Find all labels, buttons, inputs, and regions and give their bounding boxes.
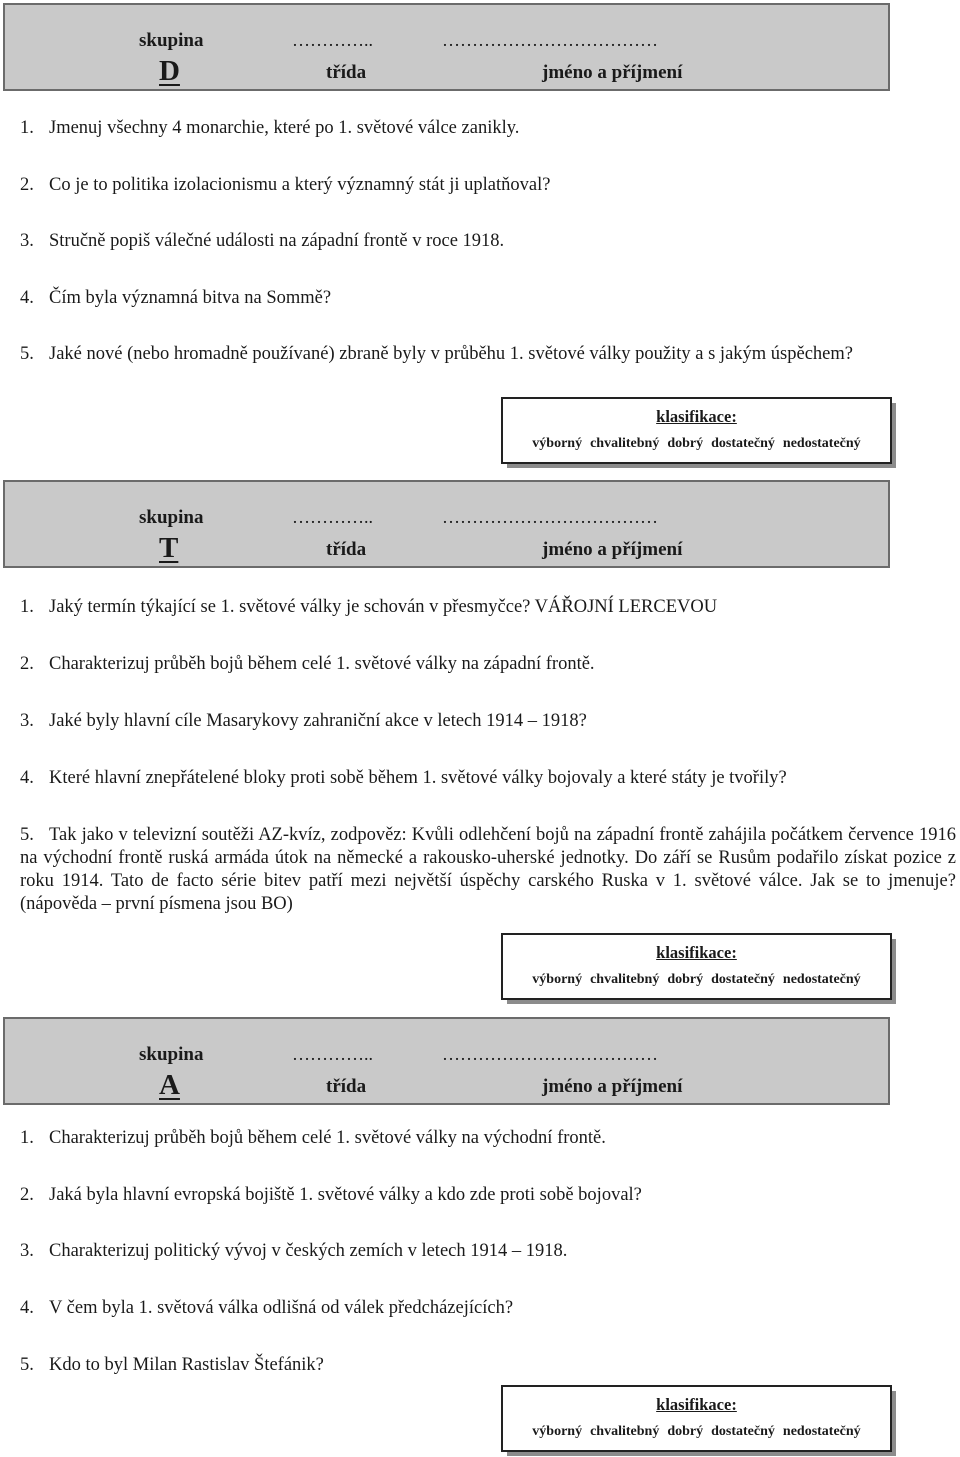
class-blank: …………..: [292, 1044, 373, 1064]
grade-options: výborný chvalitebný dobrý dostatečný nedostatečný: [532, 1424, 861, 1439]
question: 3. Jaké byly hlavní cíle Masarykovy zahraniční akce v letech 1914 – 1918?: [20, 711, 587, 731]
trida-label: třída: [326, 539, 367, 560]
name-blank: ………………………………: [442, 507, 658, 527]
group-letter: A: [159, 1069, 180, 1101]
class-blank: …………..: [292, 507, 373, 527]
jmeno-label: jméno a příjmení: [542, 539, 683, 560]
header-section-d: [3, 3, 890, 91]
name-blank: ………………………………: [442, 1044, 658, 1064]
header-section-a: [3, 1017, 890, 1105]
grade-box: [501, 397, 892, 464]
grade-title: klasifikace:: [656, 1395, 737, 1414]
question: 4. Které hlavní znepřátelené bloky proti sobě během 1. světové války bojovaly a které státy je tvořily?: [20, 768, 787, 788]
grade-box: [501, 1385, 892, 1452]
skupina-label: skupina: [139, 1044, 204, 1065]
question-paragraph: 5. Tak jako v televizní soutěži AZ-kvíz, zodpověz: Kvůli odlehčení bojů na západní frontě zahájila počátkem července 1916 na východní frontě ruská armáda útok na německé a rakousko-uherské jednotky. Do září se Rusům podařilo získat pozice z roku 1914. Tato de facto série bitev patří mezi největší úspěchy carského Ruska v 1. světové válce. Jak se to jmenuje? (nápověda – první písmena jsou BO): [20, 825, 956, 914]
group-letter: T: [159, 532, 179, 564]
question: 3. Charakterizuj politický vývoj v českých zemích v letech 1914 – 1918.: [20, 1241, 568, 1261]
question: 4. V čem byla 1. světová válka odlišná od válek předcházejících?: [20, 1298, 514, 1318]
jmeno-label: jméno a příjmení: [542, 62, 683, 83]
question: 4. Čím byla významná bitva na Sommě?: [20, 288, 332, 308]
trida-label: třída: [326, 1076, 367, 1097]
question: 2. Charakterizuj průběh bojů během celé 1. světové války na západní frontě.: [20, 654, 595, 674]
grade-options: výborný chvalitebný dobrý dostatečný nedostatečný: [532, 436, 861, 451]
question: 5. Kdo to byl Milan Rastislav Štefánik?: [20, 1355, 324, 1375]
skupina-label: skupina: [139, 30, 204, 51]
question: 5. Jaké nové (nebo hromadně používané) zbraně byly v průběhu 1. světové války použity a s jakým úspěchem?: [20, 344, 853, 364]
jmeno-label: jméno a příjmení: [542, 1076, 683, 1097]
question: 1. Jaký termín týkající se 1. světové války je schován v přesmyčce? VÁŘOJNÍ LERCEVOU: [20, 597, 718, 617]
grade-options: výborný chvalitebný dobrý dostatečný nedostatečný: [532, 972, 861, 987]
question: 2. Jaká byla hlavní evropská bojiště 1. světové války a kdo zde proti sobě bojoval?: [20, 1185, 642, 1205]
class-blank: …………..: [292, 30, 373, 50]
skupina-label: skupina: [139, 507, 204, 528]
question: 1. Charakterizuj průběh bojů během celé 1. světové války na východní frontě.: [20, 1128, 606, 1148]
grade-box: [501, 933, 892, 1000]
grade-title: klasifikace:: [656, 407, 737, 426]
header-section-t: [3, 480, 890, 568]
grade-title: klasifikace:: [656, 943, 737, 962]
question: 1. Jmenuj všechny 4 monarchie, které po 1. světové válce zanikly.: [20, 118, 520, 138]
question: 2. Co je to politika izolacionismu a který významný stát ji uplatňoval?: [20, 175, 551, 195]
trida-label: třída: [326, 62, 367, 83]
question: 3. Stručně popiš válečné události na západní frontě v roce 1918.: [20, 231, 505, 251]
group-letter: D: [159, 55, 180, 87]
name-blank: ………………………………: [442, 30, 658, 50]
